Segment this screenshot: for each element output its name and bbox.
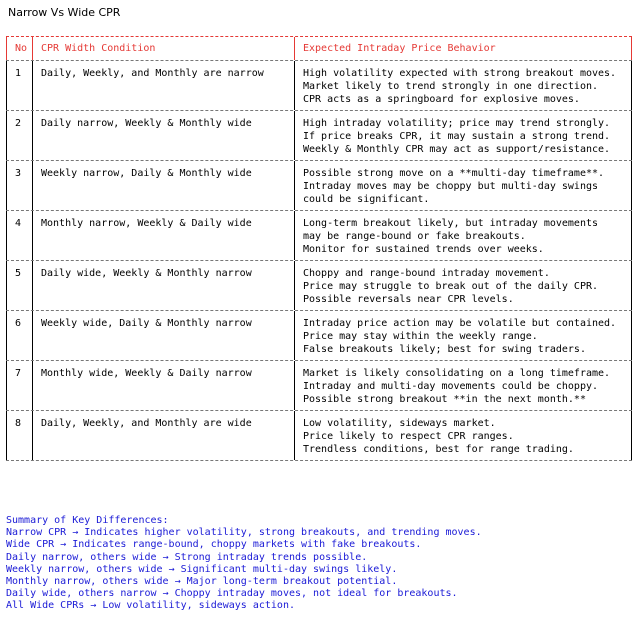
page-title: Narrow Vs Wide CPR — [8, 6, 121, 19]
behavior-line: Intraday price action may be volatile but contained. — [303, 318, 617, 329]
behavior-line: Monitor for sustained trends over weeks. — [303, 244, 544, 255]
behavior-line: could be significant. — [303, 194, 430, 205]
row-number — [6, 161, 32, 210]
header-condition: CPR Width Condition — [32, 37, 294, 60]
behavior-line: Price may stay within the weekly range. — [303, 331, 538, 342]
table-body — [6, 60, 632, 461]
row-condition-text: Monthly wide, Weekly & Daily narrow — [41, 368, 252, 379]
row-number — [6, 261, 32, 310]
row-number-text: 4 — [15, 218, 22, 229]
row-behavior — [294, 211, 632, 260]
row-behavior — [294, 361, 632, 410]
row-condition-text: Daily, Weekly, and Monthly are wide — [41, 418, 252, 429]
behavior-line: Choppy and range-bound intraday movement. — [303, 268, 550, 279]
row-condition-text: Monthly narrow, Weekly & Daily wide — [41, 218, 252, 229]
row-condition — [32, 411, 294, 460]
row-number-text: 3 — [15, 168, 22, 179]
behavior-line: may be range-bound or fake breakouts. — [303, 231, 526, 242]
behavior-line: Intraday moves may be choppy but multi-day swings — [303, 181, 599, 192]
behavior-line: Low volatility, sideways market. — [303, 418, 496, 429]
row-behavior — [294, 411, 632, 460]
row-condition — [32, 61, 294, 110]
summary-line: All Wide CPRs → Low volatility, sideways action. — [6, 600, 295, 612]
row-condition-text: Weekly wide, Daily & Monthly narrow — [41, 318, 252, 329]
behavior-line: Long-term breakout likely, but intraday movements — [303, 218, 599, 229]
row-condition — [32, 111, 294, 160]
row-condition — [32, 211, 294, 260]
table-row — [6, 211, 632, 261]
summary-line: Monthly narrow, others wide → Major long-term breakout potential. — [6, 575, 398, 587]
row-number-text: 1 — [15, 68, 22, 79]
row-number — [6, 311, 32, 360]
row-behavior — [294, 311, 632, 360]
table-row — [6, 361, 632, 411]
behavior-line: Possible reversals near CPR levels. — [303, 294, 514, 305]
summary-heading: Summary of Key Differences: — [6, 515, 169, 526]
row-number — [6, 211, 32, 260]
row-behavior — [294, 61, 632, 110]
table-row — [6, 311, 632, 361]
row-number — [6, 111, 32, 160]
behavior-line: If price breaks CPR, it may sustain a strong trend. — [303, 131, 611, 142]
row-number-text: 5 — [15, 268, 22, 279]
summary-line: Daily wide, others narrow → Choppy intraday moves, not ideal for breakouts. — [6, 588, 458, 600]
behavior-line: Market likely to trend strongly in one direction. — [303, 81, 599, 92]
behavior-line: Price likely to respect CPR ranges. — [303, 431, 514, 442]
behavior-line: False breakouts likely; best for swing traders. — [303, 344, 586, 355]
table-row — [6, 161, 632, 211]
behavior-line: Market is likely consolidating on a long timeframe. — [303, 368, 611, 379]
summary-line: Weekly narrow, others wide → Significant multi-day swings likely. — [6, 563, 398, 575]
summary-line: Daily narrow, others wide → Strong intraday trends possible. — [6, 551, 368, 563]
behavior-line: Weekly & Monthly CPR may act as support/resistance. — [303, 144, 611, 155]
table-row — [6, 60, 632, 111]
behavior-line: Intraday and multi-day movements could be choppy. — [303, 381, 599, 392]
row-condition — [32, 161, 294, 210]
cpr-table — [6, 36, 632, 461]
row-condition-text: Daily wide, Weekly & Monthly narrow — [41, 268, 252, 279]
summary-section — [6, 515, 482, 613]
row-number — [6, 361, 32, 410]
row-condition — [32, 311, 294, 360]
summary-line: Wide CPR → Indicates range-bound, choppy markets with fake breakouts. — [6, 539, 422, 551]
row-number-text: 2 — [15, 118, 22, 129]
behavior-line: Possible strong breakout **in the next month.** — [303, 394, 586, 405]
table-header — [6, 37, 632, 60]
behavior-line: High volatility expected with strong breakout moves. — [303, 68, 617, 79]
row-behavior — [294, 261, 632, 310]
row-number-text: 7 — [15, 368, 22, 379]
row-condition — [32, 361, 294, 410]
row-number — [6, 61, 32, 110]
summary-line: Narrow CPR → Indicates higher volatility, strong breakouts, and trending moves. — [6, 527, 482, 539]
behavior-line: CPR acts as a springboard for explosive moves. — [303, 94, 580, 105]
behavior-line: Price may struggle to break out of the daily CPR. — [303, 281, 599, 292]
row-condition — [32, 261, 294, 310]
behavior-line: Possible strong move on a **multi-day timeframe**. — [303, 168, 605, 179]
row-number — [6, 411, 32, 460]
row-behavior — [294, 111, 632, 160]
table-row — [6, 111, 632, 161]
table-row — [6, 411, 632, 461]
row-condition-text: Weekly narrow, Daily & Monthly wide — [41, 168, 252, 179]
behavior-line: Trendless conditions, best for range trading. — [303, 444, 574, 455]
row-number-text: 6 — [15, 318, 22, 329]
table-row — [6, 261, 632, 311]
row-behavior — [294, 161, 632, 210]
row-condition-text: Daily, Weekly, and Monthly are narrow — [41, 68, 264, 79]
row-condition-text: Daily narrow, Weekly & Monthly wide — [41, 118, 252, 129]
row-number-text: 8 — [15, 418, 22, 429]
header-behavior: Expected Intraday Price Behavior — [294, 37, 632, 60]
behavior-line: High intraday volatility; price may trend strongly. — [303, 118, 611, 129]
header-no: No — [6, 37, 32, 60]
